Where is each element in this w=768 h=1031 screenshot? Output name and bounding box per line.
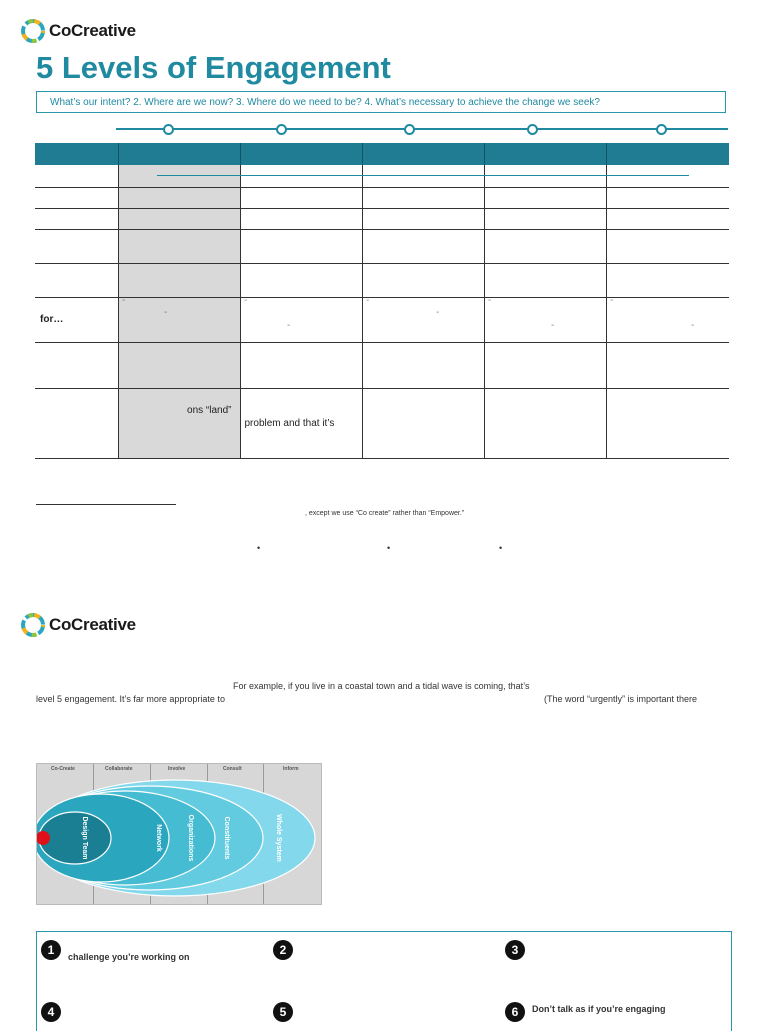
tip-number: 6 [505,1002,525,1022]
table-cell [240,297,362,342]
table-cell [118,342,240,388]
brand-name: CoCreative [49,21,136,40]
table-row [35,165,729,187]
footnote-text: , except we use “Co create” rather than “Empower.” [305,510,465,517]
table-cell [362,263,484,297]
diagram-column-label: Collaborate [105,766,133,772]
timeline-node-1 [163,124,174,135]
ring-label: Organizations [187,814,194,862]
row-label [35,187,118,208]
header-cell [484,143,606,165]
ring-label: Network [155,824,162,852]
quote-mark: " [610,299,613,306]
tip-number: 1 [41,940,61,960]
table-cell [240,165,362,187]
footnote-rule [36,504,176,505]
row-label [35,208,118,229]
quote-mark: " [488,299,491,306]
table-cell [362,187,484,208]
diagram-column-label: Inform [283,766,299,772]
table-cell [118,263,240,297]
tip-text: Don’t talk as if you’re engaging [532,1004,666,1014]
engagement-table [35,143,729,459]
table-cell [240,263,362,297]
table-cell [118,208,240,229]
header-cell [35,143,118,165]
paragraph-line: level 5 engagement. It’s far more appropriate to [36,694,225,704]
paragraph-line: (The word “urgently” is important there [544,694,698,704]
table-row [35,342,729,388]
table-cell [606,165,729,187]
tip-text: challenge you’re working on [68,952,190,962]
cocreative-logo [20,18,136,44]
tip-number: 2 [273,940,293,960]
table-cell [362,297,484,342]
row-label [35,388,118,458]
table-cell [240,208,362,229]
table-cell [362,388,484,458]
header-cell [240,143,362,165]
cell-text: ons “land” [187,404,232,416]
row-label [35,229,118,263]
header-cell [118,143,240,165]
tips-box [36,931,732,1031]
quote-mark: " [436,311,439,318]
tip-number: 3 [505,940,525,960]
quote-mark: " [691,324,694,331]
table-cell [362,208,484,229]
table-cell [240,229,362,263]
table-cell [484,208,606,229]
diagram-column-label: Co-Create [51,766,75,772]
timeline-node-3 [404,124,415,135]
row-label [35,263,118,297]
table-row [35,297,729,342]
table-cell [484,229,606,263]
engagement-diagram [36,763,322,905]
row-label [35,342,118,388]
table-cell [240,342,362,388]
diagram-rings [37,764,321,904]
timeline-node-4 [527,124,538,135]
timeline-line [116,128,728,130]
table-cell [484,342,606,388]
table-cell [484,263,606,297]
table-row [35,229,729,263]
table-cell [606,263,729,297]
table-cell [484,388,606,458]
timeline-node-2 [276,124,287,135]
tip-number: 5 [273,1002,293,1022]
header-cell [606,143,729,165]
quote-mark: " [366,299,369,306]
bullet-mark: • [387,543,391,553]
ring-label: Constituents [223,816,230,860]
table-cell [606,208,729,229]
table-row [35,388,729,458]
row-label: for… [35,297,118,342]
table-cell [118,297,240,342]
table-row [35,208,729,229]
diagram-column-label: Involve [168,766,186,772]
quote-mark: " [122,299,125,306]
table-cell [606,229,729,263]
quote-mark: " [287,324,290,331]
table-cell [362,229,484,263]
table-cell [362,342,484,388]
table-header-row [35,143,729,165]
table-cell [606,388,729,458]
table-cell [484,187,606,208]
tip-number: 4 [41,1002,61,1022]
quote-mark: " [551,324,554,331]
page-title: 5 Levels of Engagement [36,50,391,85]
ring-label: Whole System [275,814,282,862]
cocreative-logo [20,612,136,638]
table-cell [118,229,240,263]
quote-mark: " [164,311,167,318]
intent-questions-box [36,91,726,113]
header-cell [362,143,484,165]
table-cell [484,297,606,342]
table-cell [240,388,362,458]
table-cell [362,165,484,187]
span-line [157,175,689,176]
table-cell [118,187,240,208]
row-label [35,165,118,187]
bullet-mark: • [499,543,503,553]
table-row [35,263,729,297]
ring-label: Design Team [81,816,88,860]
brand-name: CoCreative [49,615,136,634]
table-cell [118,165,240,187]
cocreative-logo-mark [20,612,46,638]
table-cell [240,187,362,208]
table-row [35,187,729,208]
intent-questions-text: What’s our intent? 2. Where are we now? 3. Where do we need to be? 4. What’s necessary to achieve the change we seek? [50,97,600,108]
cell-text: problem and that it’s [244,417,335,429]
cocreative-logo-mark [20,18,46,44]
table-cell [484,165,606,187]
table-cell [606,187,729,208]
table-cell [606,297,729,342]
timeline-node-5 [656,124,667,135]
paragraph-line: For example, if you live in a coastal town and a tidal wave is coming, that’s [233,681,530,691]
quote-mark: " [244,299,247,306]
diagram-column-label: Consult [223,766,242,772]
table-cell [118,388,240,458]
bullet-mark: • [257,543,261,553]
table-cell [606,342,729,388]
